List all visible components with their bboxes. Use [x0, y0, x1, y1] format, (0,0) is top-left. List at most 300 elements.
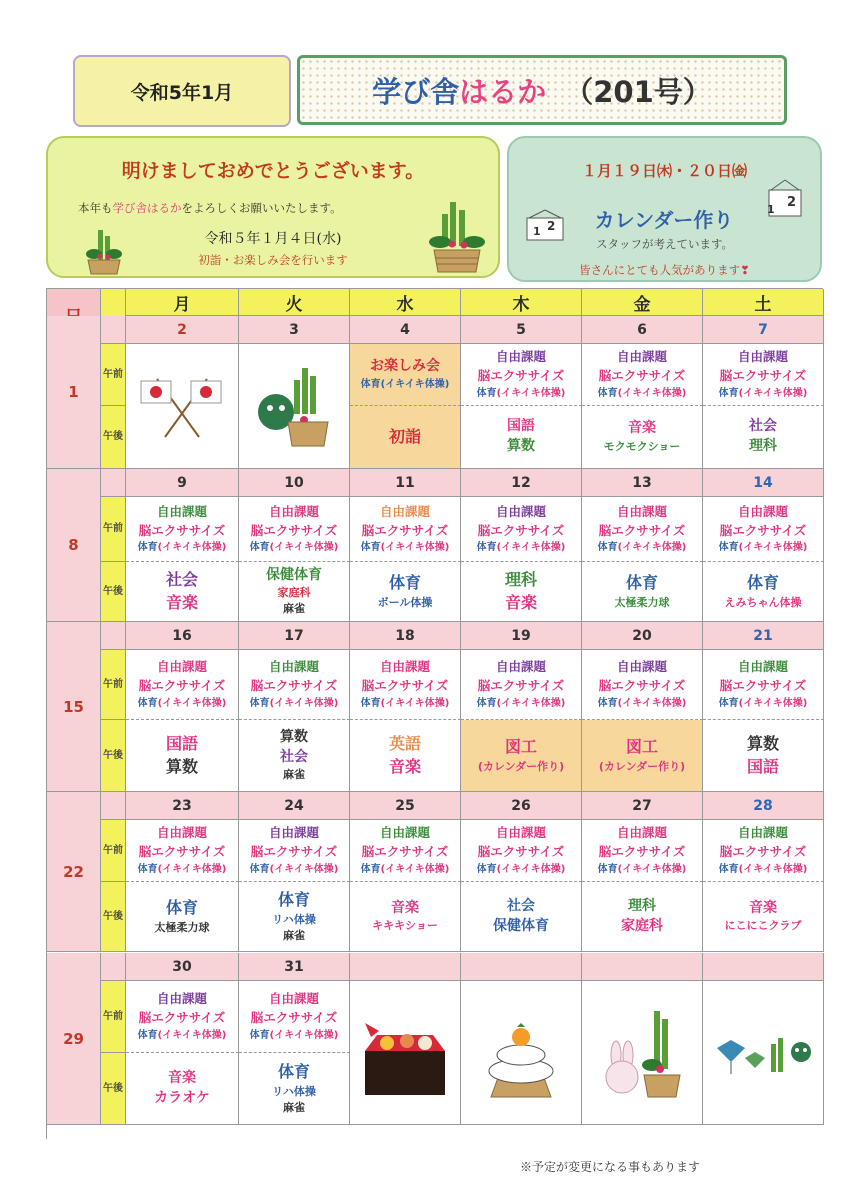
- free-task: 自由課題: [379, 659, 430, 675]
- ikiiki-label: (イキイキ体操): [380, 697, 450, 709]
- pe-label: 体育: [249, 1029, 270, 1041]
- pe-label: 体育: [249, 863, 270, 875]
- brain-exercise: 脳エクササイズ: [477, 368, 565, 383]
- free-task: 自由課題: [156, 503, 207, 519]
- pe-ikiiki: [719, 386, 808, 401]
- bunny-kadomatsu-icon: [592, 1003, 692, 1103]
- brain-exercise: 脳エクササイズ: [598, 844, 686, 859]
- svg-text:1: 1: [533, 225, 541, 238]
- issue-number: （201号）: [564, 74, 712, 109]
- pe-label: 体育: [718, 697, 739, 709]
- date-7: 7: [703, 316, 824, 344]
- pm-subject: 音楽: [168, 1069, 196, 1086]
- ikiiki-label: (イキイキ体操): [738, 387, 808, 399]
- pe-ikiiki: [250, 862, 339, 877]
- title-part-a: 学び舎: [372, 74, 460, 109]
- date-3: 3: [239, 316, 350, 344]
- pm-cell-mon: [126, 562, 239, 622]
- free-task: 自由課題: [268, 825, 319, 841]
- hatsumode: 初詣: [388, 426, 421, 446]
- pe-ikiiki: [361, 862, 450, 877]
- date-4: 4: [350, 316, 461, 344]
- free-task: 自由課題: [495, 503, 546, 519]
- pe-label: 体育: [137, 542, 158, 554]
- num-spacer: [101, 953, 126, 981]
- date-18: 18: [350, 622, 461, 650]
- date-blank: [461, 953, 582, 981]
- pe-ikiiki: [138, 1028, 227, 1043]
- pm-subject: 社会: [165, 570, 198, 590]
- pm-cell-sat: [703, 406, 824, 469]
- brain-exercise: 脳エクササイズ: [361, 522, 449, 538]
- pe-ikiiki: [250, 540, 339, 555]
- pm-cell-tue: [239, 720, 350, 792]
- svg-text:2: 2: [787, 195, 797, 210]
- flags-picture: [126, 344, 239, 469]
- am-cell-sat: [703, 344, 824, 406]
- free-task: 自由課題: [737, 349, 788, 365]
- am-cell-sat: [703, 820, 824, 882]
- event-subtitle: スタッフが考えています。: [595, 237, 734, 251]
- am-label: 午前: [101, 820, 126, 882]
- brain-exercise: 脳エクササイズ: [250, 844, 338, 859]
- ikiiki-label: (イキイキ体操): [496, 387, 566, 399]
- pe-ikiiki: [719, 696, 808, 711]
- num-spacer: [101, 469, 126, 497]
- pm-label: 午後: [101, 882, 126, 952]
- pm-cell-mon: [126, 720, 239, 792]
- pm-subject: 体育: [277, 1062, 310, 1082]
- pm-subject: 社会: [507, 897, 535, 914]
- sunday-cell-8: 8: [47, 469, 101, 622]
- pm-subject: 英語: [388, 734, 421, 754]
- pm-subject: キキキショー: [372, 919, 438, 933]
- pm-subject: 家庭科: [621, 917, 663, 934]
- free-task: 自由課題: [495, 659, 546, 675]
- pm-subject: 社会: [749, 418, 777, 435]
- pm-subject: ボール体操: [377, 595, 433, 609]
- event-note: [509, 262, 820, 278]
- pm-label: 午後: [101, 562, 126, 622]
- pe-label: 体育: [137, 1029, 158, 1041]
- pm-cell-tue: [239, 562, 350, 622]
- picture-cell-wed: [350, 981, 461, 1125]
- pe-ikiiki: [361, 540, 450, 555]
- ikiiki-label: (イキイキ体操): [738, 863, 808, 875]
- pe-ikiiki: [598, 862, 687, 877]
- pm-subject: モクモクショー: [603, 439, 681, 453]
- num-spacer: [101, 622, 126, 650]
- ikiiki-label: (イキイキ体操): [269, 863, 339, 875]
- pe-label: 体育: [137, 697, 158, 709]
- am-label: 午前: [101, 650, 126, 720]
- am-cell-tue: [239, 820, 350, 882]
- day-header-sat: 土: [703, 289, 824, 316]
- pm-subject: 音楽: [388, 756, 421, 776]
- am-cell-fri: [582, 650, 703, 720]
- day-header-fri: 金: [582, 289, 703, 316]
- day-header-tue: 火: [239, 289, 350, 316]
- date-26: 26: [461, 792, 582, 820]
- am-cell-sat: [703, 650, 824, 720]
- pm-subject: 理科: [504, 570, 537, 590]
- pe-label: 体育: [249, 542, 270, 554]
- pe-ikiiki: [250, 696, 339, 711]
- greeting-sub-a: 本年も: [78, 201, 113, 215]
- pm-cell-tue: [239, 882, 350, 952]
- brain-exercise: 脳エクササイズ: [598, 368, 686, 383]
- free-task: 自由課題: [737, 503, 788, 519]
- pm-subject: 保健体育: [493, 917, 549, 934]
- ikiiki-label: (イキイキ体操): [269, 1029, 339, 1041]
- ikiiki-label: (イキイキ体操): [496, 542, 566, 554]
- pm-subject: 国語: [746, 756, 779, 776]
- pe-ikiiki: [598, 540, 687, 555]
- am-cell-wed: [350, 650, 461, 720]
- date-31: 31: [239, 953, 350, 981]
- date-28: 28: [703, 792, 824, 820]
- pe-label: 体育: [360, 863, 381, 875]
- date-5: 5: [461, 316, 582, 344]
- date-blank: [582, 953, 703, 981]
- tops-toys-icon: [711, 1018, 815, 1088]
- brain-exercise: 脳エクササイズ: [719, 522, 807, 538]
- pm-cell-wed: [350, 562, 461, 622]
- pe-ikiiki: [598, 696, 687, 711]
- pe-ikiiki: [719, 862, 808, 877]
- greeting-sub-name: 学び舎はるか: [112, 201, 182, 215]
- kadomatsu-character-icon: [246, 358, 342, 454]
- sunday-cell-1: 1: [47, 316, 101, 469]
- free-task: 自由課題: [268, 991, 319, 1007]
- sunday-cell-29: 29: [47, 953, 101, 1125]
- date-19: 19: [461, 622, 582, 650]
- brain-exercise: 脳エクササイズ: [250, 678, 338, 693]
- ikiiki-label: (イキイキ体操): [617, 697, 687, 709]
- japanese-flags-icon: [137, 371, 227, 441]
- free-task: 自由課題: [268, 503, 319, 519]
- pm-subject: 国語: [507, 418, 535, 435]
- pm-subject: 音楽: [749, 899, 777, 916]
- brain-exercise: 脳エクササイズ: [719, 844, 807, 859]
- svg-text:1: 1: [767, 203, 775, 216]
- greeting-date: 令和５年１月４日(水): [204, 231, 342, 247]
- pm-cell-fri: [582, 882, 703, 952]
- ikiiki-label: (イキイキ体操): [157, 863, 227, 875]
- brain-exercise: 脳エクササイズ: [138, 522, 226, 538]
- brain-exercise: 脳エクササイズ: [138, 1010, 226, 1025]
- am-cell-fri: [582, 820, 703, 882]
- num-spacer: [101, 316, 126, 344]
- pm-subject: リハ体操: [272, 1084, 316, 1098]
- pm-subject: 図工: [504, 737, 537, 757]
- free-task: 自由課題: [156, 659, 207, 675]
- ikiiki-label: (イキイキ体操): [496, 697, 566, 709]
- ikiiki-label: (イキイキ体操): [738, 697, 808, 709]
- ikiiki-label: (イキイキ体操): [617, 387, 687, 399]
- event-note-text: 皆さんにとても人気があります: [579, 263, 741, 277]
- am-cell-tue: [239, 497, 350, 562]
- month-label: 令和5年1月: [73, 55, 291, 127]
- pm-cell-fri: [582, 562, 703, 622]
- pe-label: 体育: [597, 387, 618, 399]
- pe-ikiiki: [361, 696, 450, 711]
- free-task: 自由課題: [495, 825, 546, 841]
- pe-label: 体育: [597, 542, 618, 554]
- date-27: 27: [582, 792, 703, 820]
- calendar-icon: [763, 178, 807, 218]
- free-task: 自由課題: [737, 825, 788, 841]
- pm-subject: 図工: [625, 737, 658, 757]
- free-task: 自由課題: [495, 349, 546, 365]
- ikiiki-label: (イキイキ体操): [380, 863, 450, 875]
- pe-ikiiki: [138, 540, 227, 555]
- am-cell-thu: [461, 650, 582, 720]
- kadomatsu-picture: [239, 344, 350, 469]
- pm-subject: 体育: [165, 898, 198, 918]
- pm-cell-wed: [350, 406, 461, 469]
- pe-ikiiki: [138, 696, 227, 711]
- pe-label: 体育: [476, 542, 497, 554]
- pe-label: 体育: [597, 697, 618, 709]
- am-cell-thu: [461, 497, 582, 562]
- heart-icon: ❣: [740, 263, 750, 277]
- date-9: 9: [126, 469, 239, 497]
- date-30: 30: [126, 953, 239, 981]
- pm-subject: 体育: [625, 573, 658, 593]
- date-16: 16: [126, 622, 239, 650]
- am-label: 午前: [101, 981, 126, 1053]
- pm-subject: 体育: [277, 890, 310, 910]
- pm-cell-mon: [126, 1053, 239, 1125]
- brain-exercise: 脳エクササイズ: [719, 368, 807, 383]
- day-header-wed: 水: [350, 289, 461, 316]
- event-box: [507, 136, 822, 282]
- pe-ikiiki: [477, 862, 566, 877]
- pm-subject: 保健体育: [266, 566, 322, 583]
- greeting-box: [46, 136, 500, 278]
- svg-text:2: 2: [547, 219, 556, 233]
- brain-exercise: 脳エクササイズ: [250, 522, 338, 538]
- date-13: 13: [582, 469, 703, 497]
- pm-subject: 音楽: [391, 899, 419, 916]
- picture-cell-sat: [703, 981, 824, 1125]
- pe-label: 体育: [718, 863, 739, 875]
- ikiiki-label: (イキイキ体操): [617, 863, 687, 875]
- date-21: 21: [703, 622, 824, 650]
- free-task: 自由課題: [379, 503, 430, 519]
- am-cell-thu: [461, 344, 582, 406]
- kadomatsu-icon-large: [420, 200, 496, 276]
- pm-subject: 音楽: [628, 420, 656, 437]
- pe-ikiiki: [477, 540, 566, 555]
- free-task: 自由課題: [737, 659, 788, 675]
- brain-exercise: 脳エクササイズ: [598, 522, 686, 538]
- brain-exercise: 脳エクササイズ: [138, 678, 226, 693]
- am-label: 午前: [101, 497, 126, 562]
- free-task: 自由課題: [156, 991, 207, 1007]
- date-10: 10: [239, 469, 350, 497]
- am-cell-tue: [239, 981, 350, 1053]
- brain-exercise: 脳エクササイズ: [361, 678, 449, 693]
- kadomatsu-icon: [76, 226, 132, 276]
- am-cell-mon: [126, 981, 239, 1053]
- pe-label: 体育: [597, 863, 618, 875]
- pe-label: 体育: [360, 697, 381, 709]
- fun-party: お楽しみ会: [370, 358, 440, 375]
- picture-cell-thu: [461, 981, 582, 1125]
- free-task: 自由課題: [268, 659, 319, 675]
- ikiiki-label: (イキイキ体操): [269, 542, 339, 554]
- am-cell-fri: [582, 497, 703, 562]
- pe-label: 体育: [476, 697, 497, 709]
- date-blank: [350, 953, 461, 981]
- pm-subject: 太極柔力球: [154, 920, 210, 934]
- pm-subject: 麻雀: [283, 1100, 305, 1114]
- brain-exercise: 脳エクササイズ: [361, 844, 449, 859]
- pe-ikiiki: [477, 386, 566, 401]
- pm-cell-wed: [350, 720, 461, 792]
- picture-cell-fri: [582, 981, 703, 1125]
- pe-label: 体育: [718, 542, 739, 554]
- pm-subject: 太極柔力球: [614, 595, 670, 609]
- pm-subject: (カレンダー作り): [598, 759, 686, 773]
- pm-cell-wed: [350, 882, 461, 952]
- pm-subject: 体育: [746, 573, 779, 593]
- pm-subject: 麻雀: [283, 602, 305, 616]
- ikiiki-label: (イキイキ体操): [617, 542, 687, 554]
- pm-label: 午後: [101, 1053, 126, 1125]
- date-12: 12: [461, 469, 582, 497]
- pe-ikiiki: [477, 696, 566, 711]
- free-task: 自由課題: [156, 825, 207, 841]
- pm-cell-thu: [461, 562, 582, 622]
- free-task: 自由課題: [616, 659, 667, 675]
- pm-subject: 国語: [165, 734, 198, 754]
- am-cell-fri: [582, 344, 703, 406]
- free-task: 自由課題: [616, 825, 667, 841]
- brain-exercise: 脳エクササイズ: [598, 678, 686, 693]
- ikiiki-label: (イキイキ体操): [157, 542, 227, 554]
- event-title: カレンダー作り: [594, 208, 734, 232]
- brain-exercise: 脳エクササイズ: [477, 844, 565, 859]
- pm-subject: リハ体操: [272, 912, 316, 926]
- date-6: 6: [582, 316, 703, 344]
- pm-subject: 算数: [165, 756, 198, 776]
- ikiiki-label: (イキイキ体操): [157, 1029, 227, 1041]
- pm-subject: 音楽: [165, 592, 198, 612]
- pm-subject: 家庭科: [277, 586, 311, 600]
- am-cell-mon: [126, 650, 239, 720]
- date-17: 17: [239, 622, 350, 650]
- pm-label: 午後: [101, 406, 126, 469]
- pm-subject: 算数: [746, 734, 779, 754]
- date-23: 23: [126, 792, 239, 820]
- pe-label: 体育: [137, 863, 158, 875]
- pe-ikiiki: [719, 540, 808, 555]
- pm-cell-thu: [461, 882, 582, 952]
- osechi-box-icon: [357, 1005, 453, 1101]
- brain-exercise: 脳エクササイズ: [719, 678, 807, 693]
- pm-subject: カラオケ: [154, 1089, 210, 1106]
- am-cell-wed: [350, 344, 461, 406]
- pm-subject: 麻雀: [283, 928, 305, 942]
- day-header-thu: 木: [461, 289, 582, 316]
- greeting-event: 初詣・お楽しみ会を行います: [198, 253, 348, 267]
- pe-label: 体育: [476, 863, 497, 875]
- ikiiki-label: (イキイキ体操): [157, 697, 227, 709]
- free-task: 自由課題: [379, 825, 430, 841]
- pm-label: 午後: [101, 720, 126, 792]
- pm-subject: 麻雀: [283, 768, 305, 782]
- greeting-sub-b: をよろしくお願いいたします。: [181, 201, 342, 215]
- am-cell-mon: [126, 497, 239, 562]
- am-cell-wed: [350, 820, 461, 882]
- date-24: 24: [239, 792, 350, 820]
- pm-cell-thu: [461, 406, 582, 469]
- pe-label: 体育: [360, 542, 381, 554]
- monthly-calendar: [46, 288, 823, 1139]
- pm-subject: 体育: [388, 573, 421, 593]
- day-header-mon: 月: [126, 289, 239, 316]
- greeting-headline: 明けましておめでとうございます。: [121, 160, 425, 182]
- pm-subject: 理科: [749, 438, 777, 454]
- am-cell-mon: [126, 820, 239, 882]
- brain-exercise: 脳エクササイズ: [477, 522, 565, 538]
- pm-cell-sat: [703, 720, 824, 792]
- date-11: 11: [350, 469, 461, 497]
- pm-subject: にこにこクラブ: [724, 919, 802, 933]
- pm-subject: えみちゃん体操: [724, 595, 802, 609]
- ikiiki-label: (イキイキ体操): [269, 697, 339, 709]
- am-cell-thu: [461, 820, 582, 882]
- date-25: 25: [350, 792, 461, 820]
- ikiiki-label: (イキイキ体操): [738, 542, 808, 554]
- pm-subject: (カレンダー作り): [477, 759, 565, 773]
- kagami-mochi-icon: [473, 1005, 569, 1101]
- am-cell-tue: [239, 650, 350, 720]
- date-14: 14: [703, 469, 824, 497]
- pm-subject: 音楽: [504, 592, 537, 612]
- newsletter-title: [297, 55, 787, 125]
- pm-subject: 算数: [280, 728, 308, 745]
- pm-cell-fri: [582, 720, 703, 792]
- ikiiki-label: (イキイキ体操): [380, 542, 450, 554]
- pe-ikiiki: [138, 862, 227, 877]
- date-2: 2: [126, 316, 239, 344]
- pe-label: 体育: [718, 387, 739, 399]
- pe-label: 体育: [249, 697, 270, 709]
- sunday-cell-15: 15: [47, 622, 101, 792]
- date-20: 20: [582, 622, 703, 650]
- pm-subject: 理科: [628, 897, 656, 914]
- pm-cell-sat: [703, 562, 824, 622]
- pe-label: 体育: [476, 387, 497, 399]
- event-dates: １月１９日㈭・２０日㈮: [581, 162, 747, 180]
- pm-cell-thu: [461, 720, 582, 792]
- sunday-cell-22: 22: [47, 792, 101, 952]
- ikiiki-label: (イキイキ体操): [496, 863, 566, 875]
- pm-subject: 社会: [280, 748, 308, 765]
- free-task: 自由課題: [616, 503, 667, 519]
- brain-exercise: 脳エクササイズ: [138, 844, 226, 859]
- num-spacer: [101, 792, 126, 820]
- footer-note: ※予定が変更になる事もあります: [520, 1160, 701, 1174]
- pe-ikiiki: [250, 1028, 339, 1043]
- pm-cell-fri: [582, 406, 703, 469]
- date-blank: [703, 953, 824, 981]
- pe-ikiiki: 体育(イキイキ体操): [360, 378, 450, 390]
